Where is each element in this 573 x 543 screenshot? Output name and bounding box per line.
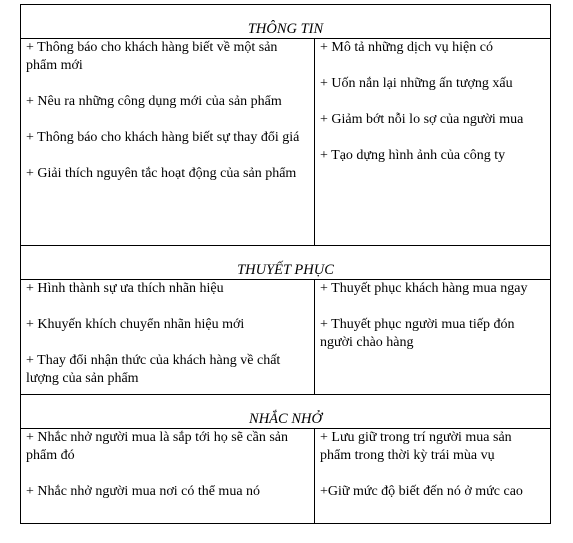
section-title-cell	[21, 5, 551, 39]
list-item: + Nêu ra những công dụng mới của sản phẩm	[26, 94, 282, 109]
list-item: + Giảm bớt nỗi lo sợ của người mua	[320, 112, 524, 127]
list-item: + Giải thích nguyên tắc hoạt động của sản phẩm	[26, 166, 297, 181]
section-header-row	[21, 5, 551, 39]
left-column-cell	[21, 39, 315, 246]
section-header-row	[21, 395, 551, 429]
left-column-cell	[21, 280, 315, 395]
list-item: + Nhắc nhở người mua nơi có thể mua nó	[26, 484, 261, 499]
left-column-cell	[21, 429, 315, 524]
right-column-cell	[315, 280, 551, 395]
list-item: + Tạo dựng hình ảnh của công ty	[320, 148, 506, 163]
section-title-cell	[21, 246, 551, 280]
list-item: + Hình thành sự ưa thích nhãn hiệu	[26, 281, 224, 296]
right-column-cell	[315, 39, 551, 246]
list-item: + Thông báo cho khách hàng biết về một sản phẩm mới	[26, 40, 278, 73]
section-content-row	[21, 39, 551, 246]
section-header-row	[21, 246, 551, 280]
list-item: + Thông báo cho khách hàng biết sự thay đổi giá	[26, 130, 300, 145]
section-title: NHẮC NHỞ	[249, 411, 322, 427]
section-content-row	[21, 280, 551, 395]
list-item: + Thay đổi nhận thức của khách hàng về chất lượng của sản phẩm	[26, 353, 281, 386]
section-content-row	[21, 429, 551, 524]
section-title: THUYẾT PHỤC	[237, 262, 334, 278]
section-title-cell	[21, 395, 551, 429]
list-item: + Thuyết phục người mua tiếp đón người chào hàng	[320, 317, 515, 350]
advertising-objectives-table	[20, 4, 551, 524]
section-title: THÔNG TIN	[247, 21, 324, 37]
list-item: +Giữ mức độ biết đến nó ở mức cao	[320, 484, 523, 499]
list-item: + Khuyến khích chuyển nhãn hiệu mới	[26, 317, 245, 332]
list-item: + Uốn nắn lại những ấn tượng xấu	[320, 76, 513, 91]
list-item: + Thuyết phục khách hàng mua ngay	[320, 281, 528, 296]
right-column-cell	[315, 429, 551, 524]
list-item: + Nhắc nhở người mua là sắp tới họ sẽ cần sản phẩm đó	[26, 430, 289, 463]
list-item: + Mô tả những dịch vụ hiện có	[320, 40, 493, 55]
list-item: + Lưu giữ trong trí người mua sản phẩm trong thời kỳ trái mùa vụ	[320, 430, 512, 463]
